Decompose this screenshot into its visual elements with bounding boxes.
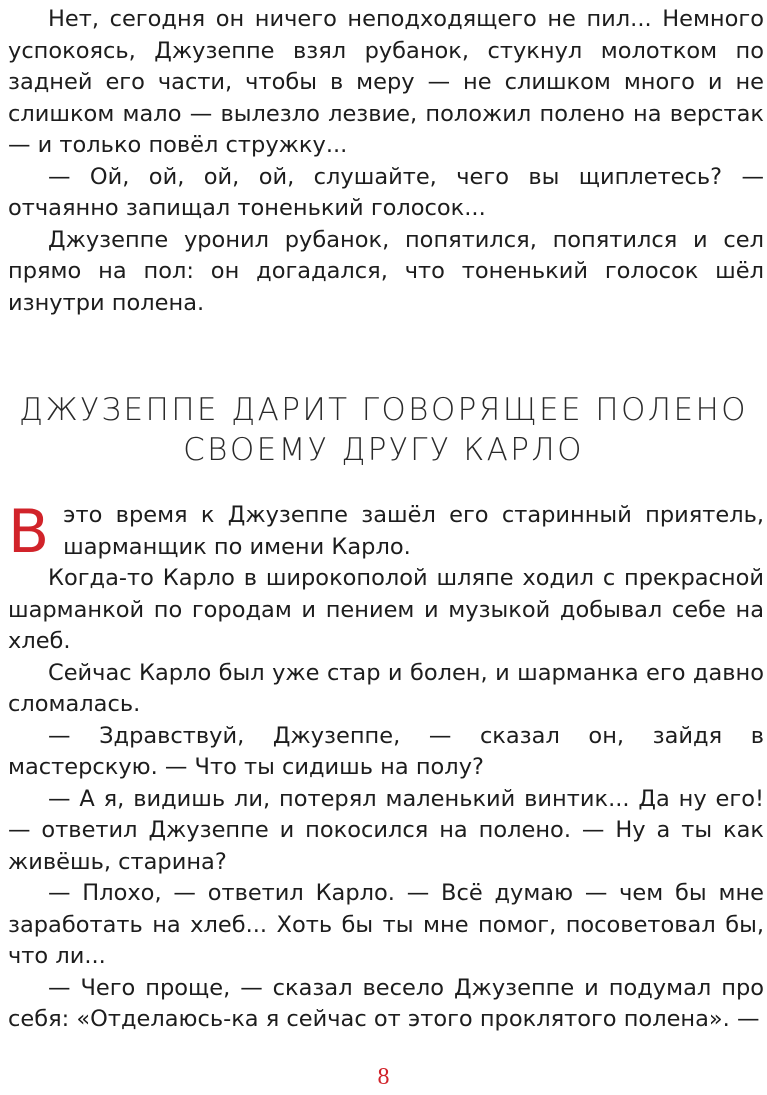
chapter-title: [0, 390, 767, 470]
drop-cap-letter: В: [8, 497, 50, 567]
page-number: 8: [377, 1064, 390, 1090]
paragraph: — Ой, ой, ой, ой, слушайте, чего вы щиплетесь? — отчаянно запищал тоненький голосок...: [8, 163, 764, 221]
paragraph: — Плохо, — ответил Карло. — Всё думаю — чем бы мне заработать на хлеб... Хоть бы ты мне помог, посоветовал бы, что ли...: [8, 880, 764, 969]
chapter-title-line-2: СВОЕМУ ДРУГУ КАРЛО: [183, 432, 584, 468]
paragraph: Когда-то Карло в широкополой шляпе ходил с прекрасной шарманкой по городам и пением и музыкой добывал себе на хлеб.: [8, 565, 764, 654]
paragraph: — Здравствуй, Джузеппе, — сказал он, зайдя в мастерскую. — Что ты сидишь на полу?: [8, 722, 764, 780]
paragraph: — А я, видишь ли, потерял маленький винтик... Да ну его! — ответил Джузеппе и покосился на полено. — Ну а ты как живёшь, старина?: [8, 785, 764, 875]
main-text-block: [8, 497, 764, 1036]
top-text-block: [8, 4, 764, 319]
paragraph: Джузеппе уронил рубанок, попятился, попятился и сел прямо на пол: он догадался, что тоненький голосок шёл изнутри полена.: [8, 226, 764, 316]
paragraph: — Чего проще, — сказал весело Джузеппе и подумал про себя: «Отделаюсь-ка я сейчас от этого проклятого полена». —: [8, 974, 764, 1032]
first-paragraph: [8, 497, 764, 567]
chapter-title-line-1: ДЖУЗЕППЕ ДАРИТ ГОВОРЯЩЕЕ ПОЛЕНО: [19, 392, 748, 428]
first-paragraph-text: это время к Джузеппе зашёл его старинный приятель, шарманщик по имени Карло.: [63, 502, 764, 560]
paragraph: Нет, сегодня он ничего неподходящего не пил... Немного успокоясь, Джузеппе взял рубанок, стукнул молотком по задней его части, чтобы в меру — не слишком много и не слишком мало — вылезло лезвие, положил полено на верстак — и только повёл стружку...: [8, 6, 764, 158]
paragraph: Сейчас Карло был уже стар и болен, и шарманка его давно сломалась.: [8, 659, 764, 717]
